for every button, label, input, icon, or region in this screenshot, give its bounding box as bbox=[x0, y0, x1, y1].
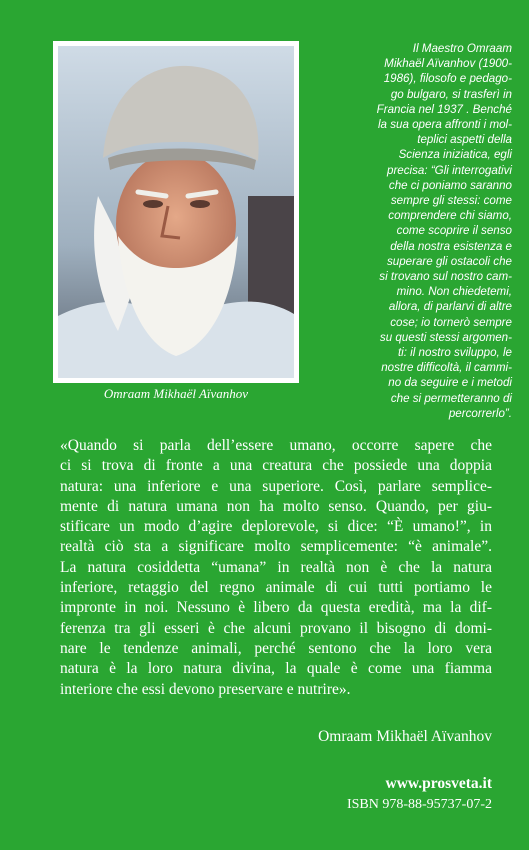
bio-line: superare gli ostacoli che bbox=[386, 254, 512, 268]
quote-line: interiore che essi devono preservare e nutrire». bbox=[60, 680, 351, 698]
isbn-number: ISBN 978-88-95737-07-2 bbox=[346, 797, 492, 812]
quote-line: stificare un modo d’agire deplorevole, si dice: “È umano!”, in bbox=[60, 518, 492, 536]
portrait-photo bbox=[58, 46, 294, 378]
bio-line: si trovano sul nostro cam- bbox=[379, 270, 512, 284]
portrait-frame bbox=[53, 41, 299, 383]
portrait-caption: Omraam Mikhaël Aïvanhov bbox=[103, 386, 249, 401]
quote-line: natura: una inferiore e una superiore. Così, parlare semplice- bbox=[60, 477, 492, 495]
bio-line: Francia nel 1937 . Benché bbox=[376, 102, 512, 116]
bio-line: comprendere chi siamo, bbox=[388, 209, 512, 223]
bio-line: go bulgaro, si trasferì in bbox=[390, 87, 512, 101]
bio-line: sempre gli stessi: come bbox=[390, 194, 512, 208]
bio-line: che si permetteranno di bbox=[390, 391, 512, 405]
quote-line: inferiore, retaggio del regno animale di cui tutti portiamo le bbox=[60, 579, 492, 597]
author-biography bbox=[316, 41, 512, 421]
quote-block bbox=[60, 436, 492, 700]
bio-line: mino. Non chiedetemi, bbox=[396, 285, 512, 299]
quote-line: «Quando si parla dell’essere umano, occorre sapere che bbox=[60, 437, 492, 454]
bio-line: come scoprire il senso bbox=[396, 224, 512, 238]
bio-line: la sua opera affronti i mol- bbox=[377, 118, 512, 132]
bio-line: precisa: “Gli interrogativi bbox=[387, 163, 512, 177]
bio-line: 1986), filosofo e pedago- bbox=[383, 72, 512, 86]
bio-line: allora, di parlarvi di altre bbox=[388, 300, 512, 314]
bio-line: cose; io tornerò sempre bbox=[390, 315, 512, 329]
bio-line: percorrerlo”. bbox=[448, 406, 512, 420]
bio-line: teplici aspetti della bbox=[417, 133, 512, 147]
bio-line: che ci poniamo saranno bbox=[388, 178, 512, 192]
quote-line: ferenza tra gli esseri è che alcuni provano il bisogno di domi- bbox=[60, 619, 492, 637]
bio-line: Il Maestro Omraam bbox=[412, 42, 512, 55]
bio-line: Mikhaël Aïvanhov (1900- bbox=[384, 57, 512, 71]
quote-author: Omraam Mikhaël Aïvanhov bbox=[318, 728, 492, 745]
portrait-illustration bbox=[58, 46, 294, 378]
bio-line: su questi stessi argomen- bbox=[379, 330, 512, 344]
quote-line: mente di natura umana non ha molto senso. Quando, per giu- bbox=[60, 497, 492, 515]
bio-line: ti: il nostro sviluppo, le bbox=[397, 346, 512, 360]
quote-line: ci si trova di fronte a una creatura che possiede una doppia bbox=[60, 457, 492, 475]
bio-line: della nostra esistenza e bbox=[390, 239, 512, 253]
quote-line: natura è la loro natura divina, la quale è come una fiamma bbox=[60, 660, 492, 678]
quote-line: nare le tendenze animali, perché sentono che la loro vera bbox=[60, 639, 492, 657]
quote-line: impronte in noi. Nessuno è libero da questa eredità, ma la dif- bbox=[60, 599, 492, 617]
quote-line: realtà ciò sta a significare molto semplicemente: “è animale”. bbox=[60, 538, 492, 556]
bio-line: no da seguire e i metodi bbox=[388, 376, 512, 390]
publisher-website: www.prosveta.it bbox=[385, 775, 492, 792]
bio-line: Scienza iniziatica, egli bbox=[398, 148, 512, 162]
quote-line: La natura cosiddetta “umana” in realtà non è che la natura bbox=[60, 558, 492, 576]
bio-line: nostre difficoltà, il cammi- bbox=[381, 361, 512, 375]
